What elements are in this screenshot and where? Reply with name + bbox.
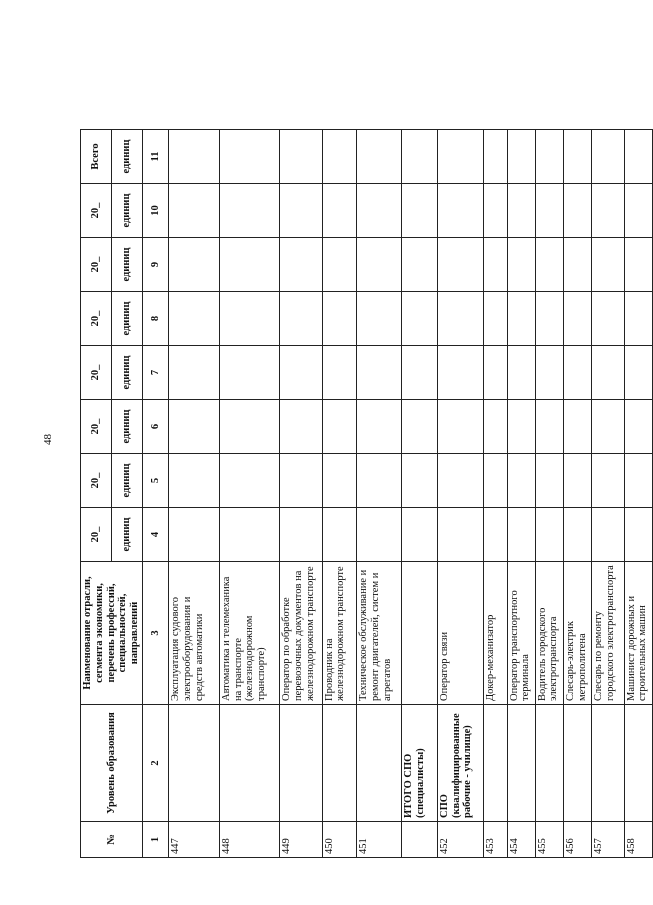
value-cell [535, 454, 563, 508]
row-number: 448 [219, 822, 279, 858]
value-cell [507, 346, 535, 400]
value-cell [169, 346, 220, 400]
value-cell [624, 400, 652, 454]
value-cell [507, 184, 535, 238]
education-level [280, 705, 322, 822]
header-year: 20_ [81, 238, 112, 292]
table-row [507, 46, 535, 858]
header-unit: единиц [111, 130, 142, 184]
row-number: 450 [322, 822, 357, 858]
column-number-row [142, 46, 168, 858]
header-unit: единиц [111, 508, 142, 562]
header-year: 20_ [81, 184, 112, 238]
value-cell [357, 454, 401, 508]
column-number: 10 [142, 184, 168, 238]
table-row [322, 46, 357, 858]
header-level: Уровень образования [81, 705, 143, 822]
value-cell [169, 238, 220, 292]
header-year: 20_ [81, 400, 112, 454]
row-number: 449 [280, 822, 322, 858]
value-cell [219, 508, 279, 562]
profession-name: Эксплуатация судового электрооборудования и средств автоматики [169, 562, 220, 705]
table-row [535, 46, 563, 858]
value-cell [169, 400, 220, 454]
value-cell [507, 238, 535, 292]
row-number: 447 [169, 822, 220, 858]
value-cell [563, 238, 591, 292]
value-cell [357, 292, 401, 346]
value-cell [591, 346, 624, 400]
value-cell [280, 292, 322, 346]
header-name: Наименование отрасли, сегмента экономики, перечень профессий, специальностей, направлений [81, 562, 143, 705]
value-cell [624, 130, 652, 184]
profession-name [401, 562, 437, 705]
header-total: Всего [81, 130, 112, 184]
value-cell [280, 130, 322, 184]
value-cell [437, 400, 484, 454]
value-cell [280, 184, 322, 238]
value-cell [401, 238, 437, 292]
header-unit: единиц [111, 292, 142, 346]
value-cell [507, 292, 535, 346]
value-cell [322, 400, 357, 454]
profession-name: Проводник на железнодорожном транспорте [322, 562, 357, 705]
value-cell [401, 346, 437, 400]
header-year: 20_ [81, 292, 112, 346]
header-year: 20_ [81, 454, 112, 508]
value-cell [484, 346, 507, 400]
education-level [357, 705, 401, 822]
value-cell [169, 508, 220, 562]
value-cell [563, 184, 591, 238]
rotated-table-wrapper [80, 46, 649, 858]
column-number: 7 [142, 346, 168, 400]
value-cell [280, 238, 322, 292]
value-cell [507, 454, 535, 508]
value-cell [563, 292, 591, 346]
value-cell [357, 400, 401, 454]
table-row [401, 46, 437, 858]
value-cell [624, 346, 652, 400]
value-cell [591, 238, 624, 292]
value-cell [322, 292, 357, 346]
value-cell [280, 508, 322, 562]
value-cell [591, 508, 624, 562]
column-number: 6 [142, 400, 168, 454]
value-cell [280, 454, 322, 508]
row-number: 457 [591, 822, 624, 858]
header-unit: единиц [111, 238, 142, 292]
column-number: 2 [142, 705, 168, 822]
column-number: 1 [142, 822, 168, 858]
value-cell [401, 454, 437, 508]
value-cell [401, 508, 437, 562]
value-cell [535, 292, 563, 346]
value-cell [535, 400, 563, 454]
value-cell [280, 346, 322, 400]
value-cell [591, 292, 624, 346]
value-cell [484, 184, 507, 238]
row-number: 454 [507, 822, 535, 858]
row-number [401, 822, 437, 858]
value-cell [624, 508, 652, 562]
value-cell [401, 292, 437, 346]
value-cell [219, 346, 279, 400]
value-cell [219, 184, 279, 238]
value-cell [357, 346, 401, 400]
value-cell [624, 292, 652, 346]
value-cell [484, 238, 507, 292]
value-cell [169, 292, 220, 346]
profession-name: Оператор по обработке перевозочных документов на железнодорожном транспорте [280, 562, 322, 705]
value-cell [484, 400, 507, 454]
value-cell [507, 130, 535, 184]
value-cell [437, 508, 484, 562]
value-cell [437, 130, 484, 184]
value-cell [484, 130, 507, 184]
education-level [484, 705, 507, 822]
value-cell [169, 130, 220, 184]
value-cell [219, 454, 279, 508]
row-number: 456 [563, 822, 591, 858]
table-row [280, 46, 322, 858]
table-row [591, 46, 624, 858]
value-cell [507, 508, 535, 562]
value-cell [219, 130, 279, 184]
value-cell [357, 508, 401, 562]
education-level [535, 705, 563, 822]
profession-name: Техническое обслуживание и ремонт двигателей, систем и агрегатов [357, 562, 401, 705]
value-cell [437, 184, 484, 238]
table-row [484, 46, 507, 858]
education-level [563, 705, 591, 822]
value-cell [624, 238, 652, 292]
value-cell [591, 130, 624, 184]
education-level [219, 705, 279, 822]
profession-name: Оператор транспортного терминала [507, 562, 535, 705]
value-cell [280, 400, 322, 454]
row-number: 452 [437, 822, 484, 858]
value-cell [535, 508, 563, 562]
column-number: 3 [142, 562, 168, 705]
value-cell [563, 130, 591, 184]
value-cell [357, 238, 401, 292]
value-cell [535, 184, 563, 238]
value-cell [169, 454, 220, 508]
value-cell [169, 184, 220, 238]
value-cell [563, 508, 591, 562]
education-table [80, 45, 653, 858]
header-year: 20_ [81, 346, 112, 400]
row-number: 453 [484, 822, 507, 858]
header-unit: единиц [111, 184, 142, 238]
value-cell [322, 346, 357, 400]
value-cell [219, 238, 279, 292]
value-cell [322, 454, 357, 508]
education-level: ИТОГО СПО (специалисты) [401, 705, 437, 822]
table-row [563, 46, 591, 858]
value-cell [401, 130, 437, 184]
value-cell [563, 400, 591, 454]
education-level [169, 705, 220, 822]
table-row [437, 46, 484, 858]
value-cell [591, 184, 624, 238]
value-cell [591, 400, 624, 454]
profession-name: Слесарь-электрик метрополитена [563, 562, 591, 705]
value-cell [401, 400, 437, 454]
education-level [624, 705, 652, 822]
value-cell [357, 130, 401, 184]
table-row [169, 46, 220, 858]
header-unit: единиц [111, 454, 142, 508]
profession-name: Слесарь по ремонту городского электротранспорта [591, 562, 624, 705]
value-cell [535, 130, 563, 184]
value-cell [437, 292, 484, 346]
value-cell [322, 508, 357, 562]
education-level [507, 705, 535, 822]
value-cell [357, 184, 401, 238]
value-cell [219, 400, 279, 454]
column-number: 9 [142, 238, 168, 292]
profession-name: Водитель городского электротранспорта [535, 562, 563, 705]
profession-name: Докер-механизатор [484, 562, 507, 705]
table-row [624, 46, 652, 858]
value-cell [591, 454, 624, 508]
value-cell [322, 184, 357, 238]
value-cell [624, 454, 652, 508]
row-number: 458 [624, 822, 652, 858]
value-cell [563, 346, 591, 400]
value-cell [535, 346, 563, 400]
value-cell [484, 292, 507, 346]
column-number: 5 [142, 454, 168, 508]
column-number: 8 [142, 292, 168, 346]
column-number: 11 [142, 130, 168, 184]
row-number: 451 [357, 822, 401, 858]
value-cell [535, 238, 563, 292]
value-cell [484, 454, 507, 508]
value-cell [437, 346, 484, 400]
header-year: 20_ [81, 508, 112, 562]
header-unit: единиц [111, 346, 142, 400]
value-cell [563, 454, 591, 508]
value-cell [507, 400, 535, 454]
page-number: 48 [42, 434, 54, 445]
value-cell [219, 292, 279, 346]
education-level [591, 705, 624, 822]
education-level: СПО (квалифицированные рабочие - училище) [437, 705, 484, 822]
table-row [357, 46, 401, 858]
profession-name: Машинист дорожных и строительных машин [624, 562, 652, 705]
header-num: № [81, 822, 143, 858]
value-cell [437, 238, 484, 292]
value-cell [437, 454, 484, 508]
profession-name: Автоматика и телемеханика на транспорте (железнодорожном транспорте) [219, 562, 279, 705]
value-cell [322, 238, 357, 292]
value-cell [624, 184, 652, 238]
row-number: 455 [535, 822, 563, 858]
value-cell [322, 130, 357, 184]
value-cell [401, 184, 437, 238]
profession-name: Оператор связи [437, 562, 484, 705]
header-unit: единиц [111, 400, 142, 454]
value-cell [484, 508, 507, 562]
column-number: 4 [142, 508, 168, 562]
table-row [219, 46, 279, 858]
education-level [322, 705, 357, 822]
